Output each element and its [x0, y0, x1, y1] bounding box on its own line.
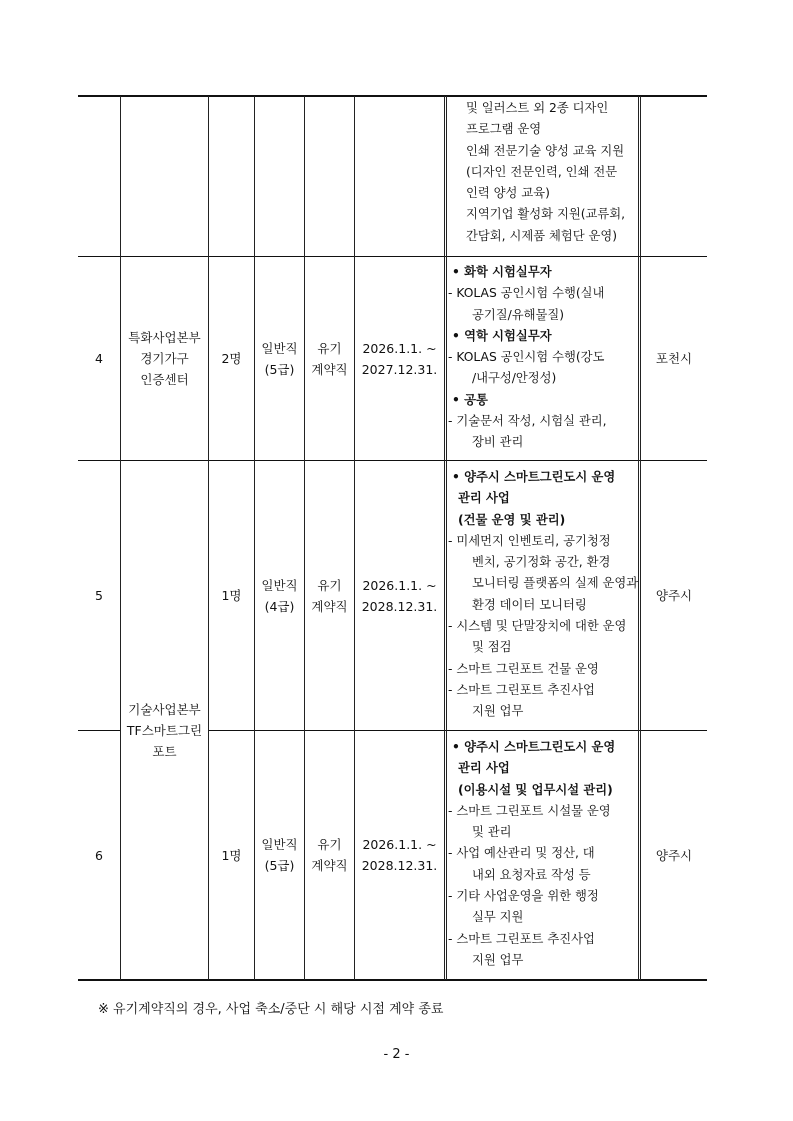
duty-line: - 기타 사업운영을 위한 행정: [448, 889, 599, 904]
contract-line: 계약직: [311, 361, 348, 377]
duty-line: 인쇄 전문기술 양성 교육 지원: [466, 143, 625, 158]
department-line: 경기가구: [140, 351, 189, 366]
duty-line: 모니터링 플랫폼의 실제 운영과: [472, 576, 639, 591]
duty-line: 실무 지원: [472, 910, 524, 925]
job-type-cell: [255, 257, 304, 460]
duty-line: 및 점검: [472, 640, 512, 655]
contract-line: 계약직: [311, 858, 348, 873]
job-type-line: 일반직: [261, 340, 298, 356]
duty-heading: • 화학 시험실무자: [452, 265, 552, 279]
headcount: 1명: [221, 847, 242, 863]
duty-line: 지역기업 활성화 지원(교류회,: [466, 207, 626, 222]
duties-cell: [448, 737, 640, 971]
duty-heading: • 양주시 스마트그린도시 운영: [452, 470, 616, 484]
duty-line: 지원 업무: [472, 952, 524, 967]
job-grade-line: (4급): [264, 598, 295, 614]
work-location: 포천시: [655, 351, 693, 366]
duties-cell-continued: [448, 98, 640, 247]
row-number: 5: [95, 588, 103, 603]
department-line: 특화사업본부: [128, 330, 201, 345]
duty-line: 장비 관리: [472, 435, 524, 450]
col-divider-double: [446, 96, 447, 980]
duty-line: - 스마트 그린포트 추진사업: [448, 682, 595, 697]
period-end: 2027.12.31.: [361, 361, 438, 377]
period-end: 2028.12.31.: [361, 598, 438, 614]
job-grade-line: (5급): [264, 361, 295, 377]
duties-cell: [448, 467, 640, 723]
department-cell: [121, 257, 208, 460]
col-divider-double: [444, 96, 445, 980]
duty-line: 간담회, 시제품 체험단 운영): [466, 228, 618, 243]
duty-heading: • 공통: [452, 392, 488, 407]
contract-type-cell: [305, 257, 354, 460]
duty-line: 및 관리: [472, 825, 512, 840]
duty-line: - 기술문서 작성, 시험실 관리,: [448, 414, 607, 429]
duty-heading: (이용시설 및 업무시설 관리): [458, 782, 613, 797]
duty-line: - 미세먼지 인벤토리, 공기청정: [448, 533, 611, 548]
duties-cell: [448, 262, 640, 454]
department-line: TF스마트그린: [126, 722, 203, 738]
duty-heading: (건물 운영 및 관리): [458, 512, 566, 527]
department-line: 포트: [152, 743, 177, 759]
job-type-line: 일반직: [261, 577, 298, 593]
contract-line: 유기: [317, 837, 342, 852]
period-cell: [355, 257, 444, 460]
duty-line: 환경 데이터 모니터링: [472, 597, 587, 612]
duty-heading: • 양주시 스마트그린도시 운영: [452, 740, 616, 754]
period-start: 2026.1.1. ~: [362, 577, 437, 593]
duty-line: - KOLAS 공인시험 수행(강도: [448, 350, 605, 365]
table-top-border: [78, 95, 707, 97]
department-line: 인증센터: [140, 372, 189, 387]
job-type-cell: [255, 731, 304, 979]
duty-line: 프로그램 운영: [466, 122, 542, 137]
period-end: 2028.12.31.: [361, 858, 438, 873]
duty-line: - 스마트 그린포트 건물 운영: [448, 661, 599, 676]
duty-line: 공기질/유해물질): [472, 307, 565, 322]
department-cell-merged: [121, 680, 208, 780]
duty-heading: 관리 사업: [458, 761, 510, 776]
col-divider: [120, 96, 121, 980]
headcount: 1명: [221, 588, 242, 603]
page-number: - 2 -: [383, 1047, 410, 1062]
footnote: ※ 유기계약직의 경우, 사업 축소/중단 시 해당 시점 계약 종료: [98, 1002, 444, 1017]
contract-type-cell: [305, 461, 354, 730]
row-number: 6: [95, 847, 103, 863]
row-number: 4: [95, 351, 103, 366]
duty-line: 지원 업무: [472, 704, 524, 719]
duty-line: - 스마트 그린포트 시설물 운영: [448, 803, 611, 818]
duty-line: - KOLAS 공인시험 수행(실내: [448, 286, 605, 301]
duty-line: 벤치, 공기정화 공간, 환경: [472, 555, 611, 570]
job-type-cell: [255, 461, 304, 730]
period-cell: [355, 461, 444, 730]
table-bottom-border: [78, 979, 707, 981]
duty-line: /내구성/안정성): [472, 371, 557, 386]
contract-line: 유기: [317, 577, 342, 593]
job-type-line: 일반직: [261, 837, 298, 852]
duty-heading: • 역학 시험실무자: [452, 328, 552, 343]
headcount: 2명: [221, 351, 242, 366]
contract-line: 계약직: [311, 598, 348, 614]
duty-line: - 시스템 및 단말장치에 대한 운영: [448, 619, 627, 634]
period-start: 2026.1.1. ~: [362, 340, 437, 356]
duty-line: 인력 양성 교육): [466, 186, 550, 201]
work-location: 양주시: [655, 847, 693, 863]
contract-type-cell: [305, 731, 354, 979]
duty-heading: 관리 사업: [458, 491, 510, 506]
contract-line: 유기: [317, 340, 342, 356]
work-location: 양주시: [655, 588, 693, 603]
duty-line: - 스마트 그린포트 추진사업: [448, 931, 595, 946]
duty-line: (디자인 전문인력, 인쇄 전문: [466, 164, 618, 179]
job-grade-line: (5급): [264, 858, 295, 873]
period-cell: [355, 731, 444, 979]
department-line: 기술사업본부: [128, 701, 201, 717]
period-start: 2026.1.1. ~: [362, 837, 437, 852]
duty-line: 및 일러스트 외 2종 디자인: [466, 101, 609, 115]
duty-line: 내외 요청자료 작성 등: [472, 867, 591, 882]
duty-line: - 사업 예산관리 및 정산, 대: [448, 846, 595, 861]
